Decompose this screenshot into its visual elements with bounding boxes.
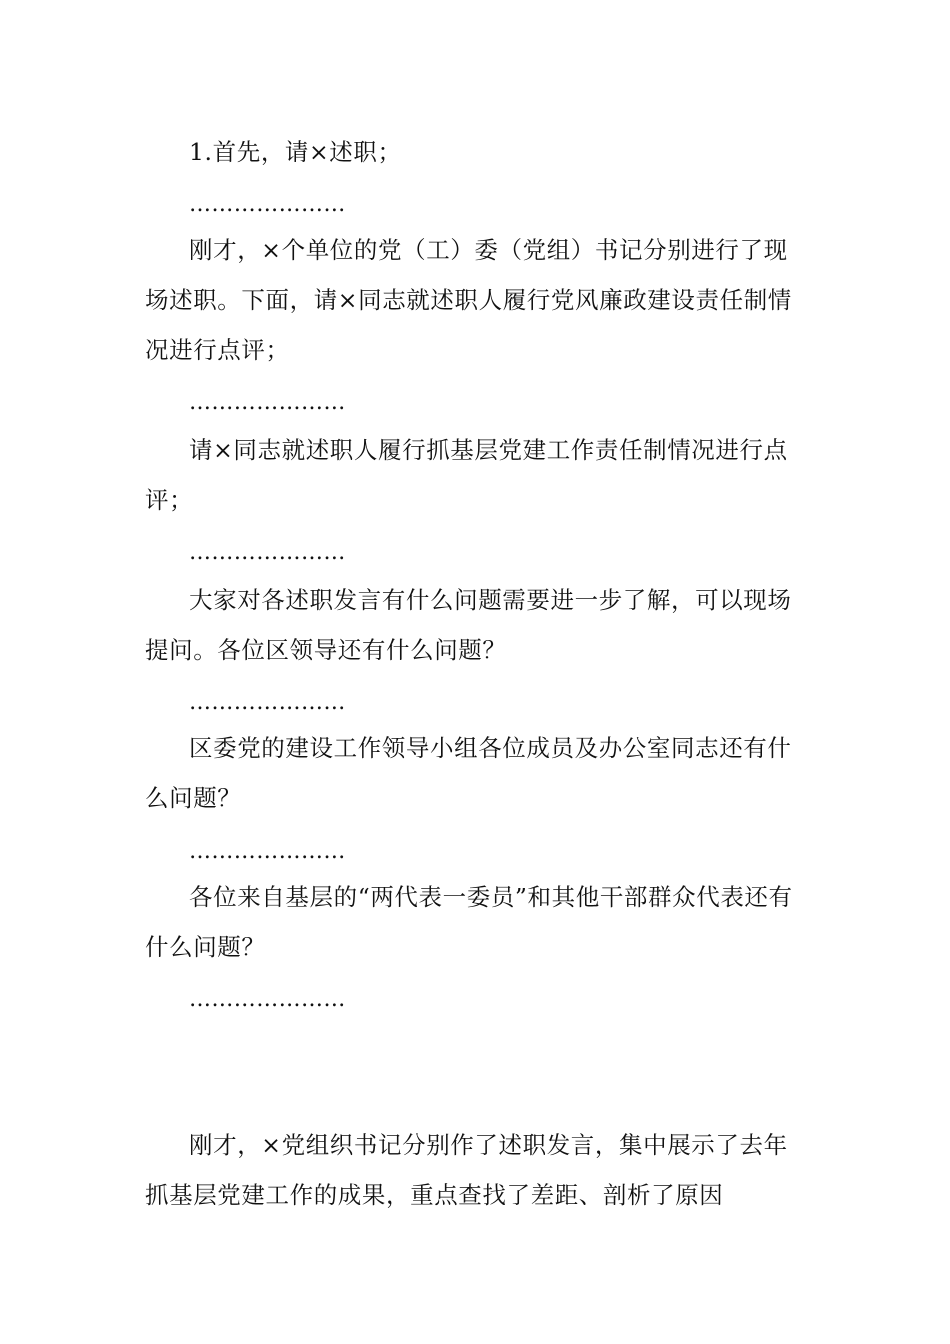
ellipsis-separator: …………………: [189, 839, 346, 864]
paragraph-questions-group: 区委党的建设工作领导小组各位成员及办公室同志还有什么问题？: [145, 734, 792, 812]
ellipsis-separator: …………………: [189, 390, 346, 415]
paragraph-opening: 1.首先，请×述职；: [189, 138, 402, 166]
ellipsis-separator: …………………: [189, 987, 346, 1012]
paragraph-summary: 刚才，×党组织书记分别作了述职发言，集中展示了去年抓基层党建工作的成果，重点查找了差距、剖析了原因: [145, 1131, 788, 1209]
paragraph-questions-representatives: 各位来自基层的“两代表一委员”和其他干部群众代表还有什么问题？: [145, 883, 793, 961]
ellipsis-separator: …………………: [189, 690, 346, 715]
paragraph-party-work-review: 刚才，×个单位的党（工）委（党组）书记分别进行了现场述职。下面，请×同志就述职人履行党风廉政建设责任制情况进行点评；: [145, 236, 792, 364]
paragraph-grassroots-review: 请×同志就述职人履行抓基层党建工作责任制情况进行点评；: [145, 436, 788, 514]
paragraph-questions-leaders: 大家对各述职发言有什么问题需要进一步了解，可以现场提问。各位区领导还有什么问题？: [145, 586, 792, 664]
ellipsis-separator: …………………: [189, 540, 346, 565]
ellipsis-separator: …………………: [189, 192, 346, 217]
